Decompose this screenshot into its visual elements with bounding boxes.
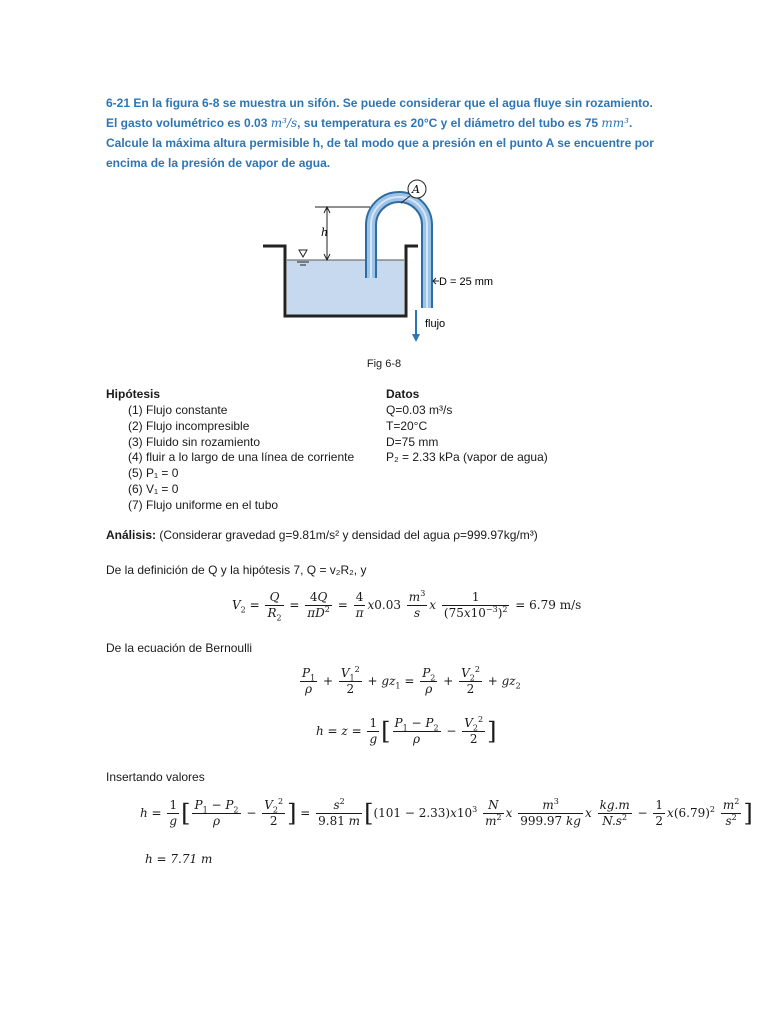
list-item: T=20°C [386,418,428,433]
insert-intro: Insertando valores [106,770,205,784]
problem-text-1: 6-21 En la figura 6-8 se muestra un sifón. Se puede considerar que el agua fluye sin rozamiento. El gasto volumétrico es 0.03 [106,96,653,130]
list-item: (2) Flujo incompresible [128,418,250,433]
analysis-line [106,528,538,542]
bernoulli-equation: $\frac{P_1}{\rho}$ + $\frac{V_1^2}{2}$ + $gz_1$ = $\frac{P_2}{\rho}$ + $\frac{V_2^2}{2}$ + $gz_2$ [302,665,521,696]
list-item: Q=0.03 m³/s [386,403,453,417]
height-equation: h = z = $\frac{1}{g}$ [ $\frac{P_1 - P_2}{\rho}$ − $\frac{V_2^2}{2}$ ] [316,715,497,746]
list-item: P₂ = 2.33 kPa (vapor de agua) [386,450,548,465]
analysis-label: Análisis: [106,528,157,542]
substitution-equation: h = $\frac{1}{g}$ [ $\frac{P_1 - P_2}{\rho}$ − $\frac{V_2^2}{2}$ ] = $\frac{s^2}{9.81 m}$ [$(101 - 2.33)x10^3$ $\frac{N}{m^2}$ x $\frac{m^3}{999.97 kg}$ x $\frac{kg.m}{N.s^2}$ − $\frac{1}{2}$ $x(6.79)^2$ $\frac{m^2}{s^2}$ ] [140,797,753,828]
hypotheses-title: Hipótesis [106,387,161,401]
v2-result: 6.79 m/s [529,598,582,612]
bernoulli-intro: De la ecuación de Bernoulli [106,641,253,655]
diameter-unit: mm³ [601,116,629,130]
list-item: (3) Fluido sin rozamiento [128,434,261,449]
v2-equation: $V_2$ = $\frac{Q}{R_2}$ = $\frac{4Q}{\pi D^2}$ = $\frac{4}{\pi}$ x0.03 $\frac{m^3}{s}$ x $\frac{1}{(75x10^{-3})^2}$ = 6.79 m/s [232,589,582,623]
figure-caption: Fig 6-8 [366,358,402,370]
flow-label: flujo [425,318,446,330]
list-item: (7) Flujo uniforme en el tubo [128,497,279,512]
water-body [287,260,404,315]
list-item: (6) V₁ = 0 [128,481,179,496]
list-item: D=75 mm [386,434,439,449]
problem-text-3: . Calcule la máxima altura permisible h, de tal modo que a presión en el punto A se encuentre por encima de la presión de vapor de agua. [106,116,654,170]
list-item: (4) fluir a lo largo de una línea de corriente [128,450,355,465]
height-label: h [321,226,329,239]
hypotheses-list [128,403,354,514]
list-item: (1) Flujo constante [128,403,228,417]
datos-title: Datos [386,387,420,401]
problem-statement [106,93,666,173]
point-a-label: A [412,183,420,196]
diameter-label: D = 25 mm [439,276,494,288]
q-definition-line: De la definición de Q y la hipótesis 7, Q = v₂R₂, y [106,563,367,577]
flow-arrow-icon [412,334,420,342]
free-surface-icon [299,250,307,257]
problem-text-2: , su temperatura es 20°C y el diámetro del tubo es 75 [297,116,599,130]
list-item: (5) P₁ = 0 [128,466,179,481]
flow-unit: m³/s [270,116,298,130]
final-result: h = 7.71 m [145,852,213,866]
datos-list [386,403,548,466]
analysis-text: (Considerar gravedad g=9.81m/s² y densidad del agua ρ=999.97kg/m³) [156,528,538,542]
siphon-figure [255,170,525,360]
